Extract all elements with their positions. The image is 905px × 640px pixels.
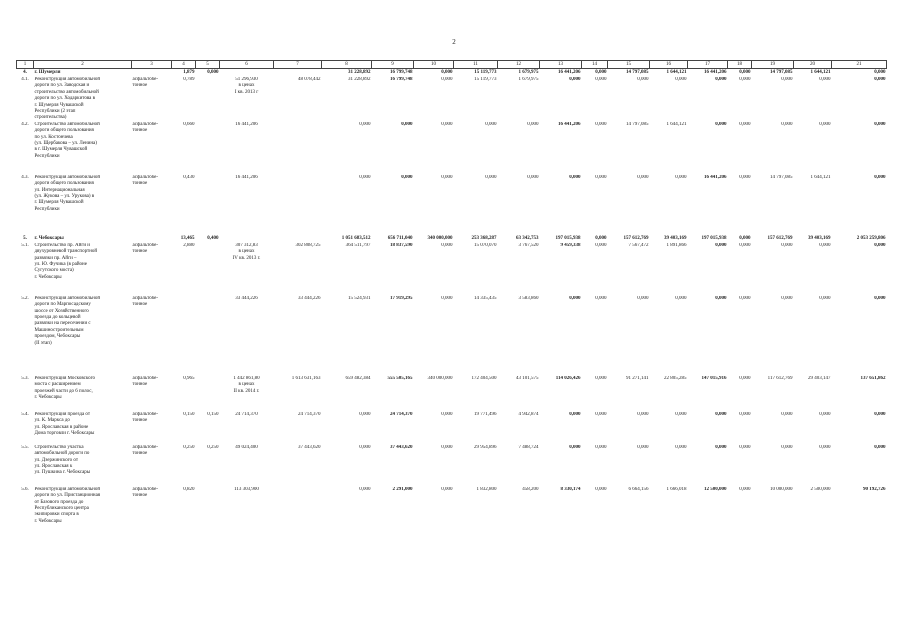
section-c12: 63 342,753 (516, 235, 539, 241)
row-no: 5.2. (21, 295, 29, 301)
row-c16: 1 644,121 (666, 121, 687, 127)
row-c9: 0,000 (401, 121, 413, 127)
section-c4: 1,879 (183, 70, 195, 75)
row-c5 (196, 77, 220, 122)
row-c7: 33 444,226 (298, 295, 321, 301)
row-c8: 0,000 (359, 444, 371, 450)
column-number-12: 12 (498, 61, 540, 69)
column-number-19: 19 (752, 61, 794, 69)
row-c17: 0,000 (715, 121, 727, 127)
section-c21: 0,000 (874, 70, 886, 75)
row-c11: 29 954,896 (474, 444, 497, 450)
column-number-14: 14 (582, 61, 608, 69)
table-row (17, 412, 887, 445)
row-type: асфальтобе- тонное (132, 295, 159, 308)
row-desc: Реконструкция автомобильной дороги по ул. Пристанционная от Базового проезда до Республиканского центра экипировки спорта в г. Чебоксары (34, 486, 101, 524)
row-c15: 14 797,085 (626, 121, 649, 127)
row-c11: 15 119,773 (474, 77, 497, 82)
row-c12: 3 767,520 (518, 242, 539, 248)
row-c16: 0,000 (675, 77, 687, 82)
table-body (17, 61, 887, 545)
column-number-5: 5 (196, 61, 220, 69)
table-row (17, 122, 887, 175)
section-no: 4. (23, 70, 27, 75)
row-desc: Реконструкция автомобильной дороги по ул. Заводская и строительство автомобильной дороги по ул. Ходаркитова в г. Шумерля Чувашской Республики (2 этап строительства) (34, 77, 101, 121)
row-c14: 0,000 (595, 295, 607, 301)
section-name: г. Чебоксары (34, 235, 64, 241)
column-number-10: 10 (414, 61, 454, 69)
row-c19: 0,000 (781, 121, 793, 127)
row-desc: Строительство участка автомобильной дороги по ул. Дзержинского от ул. Ярославская к ул. Пушкина г. Чебоксары (34, 444, 91, 476)
row-type: асфальтобе- тонное (132, 174, 159, 187)
column-number-1: 1 (17, 61, 34, 69)
row-type: асфальтобе- тонное (132, 242, 159, 255)
row-c18: 0,000 (739, 444, 751, 450)
column-number-11: 11 (454, 61, 498, 69)
table-row (17, 296, 887, 376)
section-c13: 197 015,938 (555, 235, 581, 241)
row-no: 5.5. (21, 444, 29, 450)
row-c17: 0,000 (715, 77, 727, 82)
empty-cell (132, 69, 172, 78)
row-c14: 0,000 (595, 375, 607, 381)
row-c20: 0,000 (819, 121, 831, 127)
column-number-17: 17 (688, 61, 728, 69)
row-c21: 90 192,726 (863, 486, 886, 492)
section-c6 (220, 69, 274, 78)
row-c10: 0,000 (441, 295, 453, 301)
row-c21: 0,000 (874, 77, 886, 82)
row-c21: 0,000 (874, 174, 886, 180)
row-desc: Строительство автомобильной дороги общего пользования по ул. Костончева (ул. Щербакова – ул. Ленина) в г. Шумерля Чувашской Республики (34, 121, 100, 159)
row-c20: 0,000 (819, 444, 831, 450)
table-row (17, 77, 887, 122)
row-c13: 0,000 (569, 411, 581, 417)
section-c5: 0,400 (207, 235, 219, 241)
row-c17: 0,000 (715, 242, 727, 248)
row-c15: 91 271,141 (626, 375, 649, 381)
row-c20: 0,000 (819, 242, 831, 248)
row-c17: 16 441,206 (704, 174, 727, 180)
row-c18: 0,000 (739, 174, 751, 180)
row-no: 5.3. (21, 375, 29, 381)
section-c9: 656 711,040 (387, 235, 413, 241)
row-c5: 0,150 (207, 411, 219, 417)
row-c16: 1 891,866 (666, 242, 687, 248)
row-c15: 7 567,472 (628, 242, 649, 248)
section-c14: 0,000 (595, 235, 607, 241)
row-c13: 0,000 (569, 77, 581, 82)
section-c15: 14 797,085 (626, 70, 649, 75)
row-c6: 49 024,400 (235, 444, 258, 450)
section-name: г. Шумерля (34, 70, 61, 75)
row-c9: 37 443,620 (390, 444, 413, 450)
row-c12: 7 488,724 (518, 444, 539, 450)
row-c19: 14 797,085 (770, 174, 793, 180)
row-c4: 0,820 (183, 486, 195, 492)
row-no: 5.1. (21, 242, 29, 248)
row-c4: 0,660 (183, 121, 195, 127)
row-type: асфальтобе- тонное (132, 444, 159, 457)
section-c7 (274, 235, 322, 243)
row-c5 (196, 243, 220, 296)
section-c17: 16 441,206 (704, 70, 727, 75)
column-number-2: 2 (34, 61, 132, 69)
row-c4: 0,150 (183, 411, 195, 417)
section-c8: 1 051 683,512 (341, 235, 371, 241)
row-c13: 0,000 (569, 444, 581, 450)
column-number-7: 7 (274, 61, 322, 69)
column-number-row (17, 61, 887, 69)
row-c13: 8 330,174 (560, 486, 581, 492)
row-c8: 0,000 (359, 121, 371, 127)
row-c14: 0,000 (595, 444, 607, 450)
row-c15: 0,000 (637, 444, 649, 450)
section-c18: 0,000 (739, 70, 751, 75)
section-c5: 0,000 (207, 70, 219, 75)
row-c4: 0,965 (183, 375, 195, 381)
row-c11: 0,000 (485, 121, 497, 127)
row-c17: 12 500,000 (704, 486, 727, 492)
row-c7 (274, 487, 322, 545)
row-c5 (196, 296, 220, 376)
row-c19: 0,000 (781, 242, 793, 248)
row-desc: Строительство пр. Айги и двухуровневой транспортной развязки пр. Айги – ул. Ю. Фучика (в районе Сугутского моста) г. Чебоксары (34, 242, 98, 280)
column-number-21: 21 (832, 61, 887, 69)
row-c19: 0,000 (781, 295, 793, 301)
section-c8: 31 228,892 (348, 70, 371, 75)
row-c19: 0,000 (781, 411, 793, 417)
section-c20: 1 644,121 (810, 70, 831, 75)
row-c5 (196, 376, 220, 412)
row-c8: 0,000 (359, 174, 371, 180)
row-c20: 0,000 (819, 411, 831, 417)
row-c15: 0,000 (637, 295, 649, 301)
section-c12: 1 679,975 (518, 70, 539, 75)
section-c20: 39 403,169 (808, 235, 831, 241)
row-c12: 43 101,575 (516, 375, 539, 381)
row-c7 (274, 122, 322, 175)
row-c19: 10 000,000 (770, 486, 793, 492)
column-number-16: 16 (650, 61, 688, 69)
row-c18: 0,000 (739, 77, 751, 82)
row-c20: 0,000 (819, 77, 831, 82)
row-no: 5.6. (21, 486, 29, 492)
row-c19: 0,000 (781, 444, 793, 450)
column-number-20: 20 (794, 61, 832, 69)
section-c9: 16 799,748 (390, 70, 413, 75)
row-c13: 0,000 (569, 295, 581, 301)
row-c9: 24 714,370 (390, 411, 413, 417)
row-c14: 0,000 (595, 77, 607, 82)
section-c19: 14 797,085 (770, 70, 793, 75)
column-number-9: 9 (372, 61, 414, 69)
row-c18: 0,000 (739, 375, 751, 381)
row-c4: 0,430 (183, 174, 195, 180)
row-c13: 0,000 (569, 174, 581, 180)
row-type: асфальтобе- тонное (132, 121, 159, 134)
row-c21: 0,000 (874, 411, 886, 417)
row-type: асфальтобе- тонное (132, 77, 159, 89)
row-c8: 31 228,892 (348, 77, 371, 82)
row-c13: 16 441,206 (558, 121, 581, 127)
table-row (17, 487, 887, 545)
row-c14: 0,000 (595, 174, 607, 180)
row-c6: 24 714,370 (235, 411, 258, 417)
row-c10: 0,000 (441, 444, 453, 450)
row-c15: 0,000 (637, 411, 649, 417)
row-c14: 0,000 (595, 486, 607, 492)
table-row (17, 445, 887, 487)
row-c18: 0,000 (739, 411, 751, 417)
row-c16: 0,000 (675, 174, 687, 180)
section-c16: 39 403,169 (664, 235, 687, 241)
row-c12: 1 679,975 (518, 77, 539, 82)
row-c16: 0,000 (675, 295, 687, 301)
column-number-18: 18 (728, 61, 752, 69)
row-c7: 302 808,725 (295, 242, 321, 248)
section-c4: 13,465 (180, 235, 195, 241)
row-c17: 0,000 (715, 295, 727, 301)
row-c9: 0,000 (401, 174, 413, 180)
row-c8: 364 511,797 (345, 242, 371, 248)
row-c6: 33 444,226 (235, 295, 258, 301)
table-row (17, 175, 887, 231)
row-c17: 0,000 (715, 411, 727, 417)
section-c10: 0,000 (441, 70, 453, 75)
row-desc: Реконструкция автомобильной дороги по Марпосадскому шоссе от Хозяйственного проезда до кольцевой развязки на пересечении с Машиностроительным проездом, Чебоксары (II этап) (34, 295, 101, 346)
row-c17: 147 015,916 (701, 375, 727, 381)
row-no: 4.3. (21, 174, 29, 180)
row-c9: 555 505,165 (387, 375, 413, 381)
row-c18: 0,000 (739, 121, 751, 127)
row-c11: 14 335,435 (474, 295, 497, 301)
row-c10: 0,000 (441, 486, 453, 492)
row-c7: 48 078,442 (298, 77, 321, 82)
section-c11: 253 368,287 (471, 235, 497, 241)
row-c5 (196, 122, 220, 175)
row-c16: 0,000 (675, 411, 687, 417)
section-c15: 157 612,769 (623, 235, 649, 241)
row-c20: 0,000 (819, 295, 831, 301)
table-row (17, 376, 887, 412)
row-c11: 15 070,070 (474, 242, 497, 248)
row-c4: 0,789 (183, 77, 195, 82)
section-no: 5. (23, 235, 27, 241)
row-c11: 172 404,500 (471, 375, 497, 381)
row-c16: 22 805,285 (664, 375, 687, 381)
row-type: асфальтобе- тонное (132, 375, 159, 388)
row-c18: 0,000 (739, 295, 751, 301)
section-c16: 1 644,121 (666, 70, 687, 75)
row-c21: 0,000 (874, 444, 886, 450)
row-c10: 0,000 (441, 77, 453, 82)
row-c13: 114 026,426 (555, 375, 581, 381)
column-number-6: 6 (220, 61, 274, 69)
row-c6: 113 303,900 (234, 486, 259, 492)
row-c19: 0,000 (781, 77, 793, 82)
row-desc: Реконструкция автомобильной дороги общего пользования ул. Интернациональная (ул. Жукова – ул. Урукова) в г. Шумерля Чувашской Республики (34, 174, 101, 212)
row-c16: 0,000 (675, 444, 687, 450)
empty-cell (132, 235, 172, 243)
row-c10: 340 000,000 (427, 375, 453, 381)
row-c11: 1 832,800 (476, 486, 497, 492)
row-c15: 0,000 (637, 77, 649, 82)
row-c8: 659 482,384 (345, 375, 371, 381)
row-c20: 1 644,121 (810, 174, 831, 180)
row-c5 (196, 175, 220, 231)
row-c9: 18 837,590 (390, 242, 413, 248)
row-c12: 0,000 (527, 174, 539, 180)
section-c14: 0,000 (595, 70, 607, 75)
row-c7: 37 443,620 (298, 444, 321, 450)
row-c10: 0,000 (441, 242, 453, 248)
row-c9: 16 799,748 (390, 77, 413, 82)
row-c7 (274, 175, 322, 231)
column-number-15: 15 (608, 61, 650, 69)
section-c11: 15 119,773 (474, 70, 497, 75)
row-c12: 4 942,874 (518, 411, 539, 417)
row-c5: 0,250 (207, 444, 219, 450)
page-number: 2 (452, 38, 456, 46)
row-c7: 24 714,370 (298, 411, 321, 417)
section-row (17, 235, 887, 243)
row-no: 4.1. (21, 77, 29, 82)
row-c12: 458,200 (522, 486, 539, 492)
row-type: асфальтобе- тонное (132, 411, 159, 424)
row-c20: 29 403,147 (808, 375, 831, 381)
row-c12: 3 583,860 (518, 295, 539, 301)
row-no: 4.2. (21, 121, 29, 127)
row-desc: Реконструкция Московского моста с расширением проезжей части до 6 полос, г. Чебоксары (34, 375, 96, 401)
column-number-3: 3 (132, 61, 172, 69)
column-number-8: 8 (322, 61, 372, 69)
row-c21: 0,000 (874, 295, 886, 301)
row-c10: 0,000 (441, 174, 453, 180)
row-c10: 0,000 (441, 121, 453, 127)
row-c5 (196, 487, 220, 545)
table-row (17, 243, 887, 296)
budget-table (16, 60, 887, 545)
row-c18: 0,000 (739, 486, 751, 492)
row-c21: 137 651,862 (860, 375, 886, 381)
section-c17: 197 015,938 (701, 235, 727, 241)
row-c7: 1 613 631,163 (291, 375, 321, 381)
section-row (17, 69, 887, 78)
row-c8: 0,000 (359, 411, 371, 417)
section-c13: 16 441,206 (558, 70, 581, 75)
row-c20: 2 500,000 (810, 486, 831, 492)
section-c10: 340 000,000 (427, 235, 453, 241)
column-number-4: 4 (172, 61, 196, 69)
row-c14: 0,000 (595, 411, 607, 417)
row-c9: 2 291,000 (392, 486, 413, 492)
row-c19: 117 612,769 (767, 375, 793, 381)
section-c6 (220, 235, 274, 243)
row-c6: 1 442 861,80 в ценах II кв. 2014 г. (233, 375, 260, 394)
row-c11: 19 771,496 (474, 411, 497, 417)
row-c14: 0,000 (595, 121, 607, 127)
row-c14: 0,000 (595, 242, 607, 248)
row-c11: 0,000 (485, 174, 497, 180)
row-c8: 0,000 (359, 486, 371, 492)
row-c12: 0,000 (527, 121, 539, 127)
row-c6: 16 441,206 (235, 121, 258, 127)
row-c4: 2,880 (183, 242, 195, 248)
row-c9: 17 919,295 (390, 295, 413, 301)
row-c15: 6 664,156 (628, 486, 649, 492)
row-no: 5.4. (21, 411, 29, 417)
section-c19: 157 612,769 (767, 235, 793, 241)
row-c13: 9 459,338 (560, 242, 581, 248)
row-c10: 0,000 (441, 411, 453, 417)
section-c21: 2 053 259,806 (856, 235, 886, 241)
column-number-13: 13 (540, 61, 582, 69)
row-c16: 1 666,018 (666, 486, 687, 492)
row-c6: 16 441,206 (235, 174, 258, 180)
row-c21: 0,000 (874, 242, 886, 248)
section-c18: 0,000 (739, 235, 751, 241)
row-c18: 0,000 (739, 242, 751, 248)
row-desc: Реконструкция проезда от ул. К. Маркса до ул. Ярославская в районе Дома торговли г. Чебоксары (34, 411, 95, 437)
row-c17: 0,000 (715, 444, 727, 450)
section-c7 (274, 69, 322, 78)
row-type: асфальтобе- тонное (132, 486, 159, 499)
row-c8: 15 524,931 (348, 295, 371, 301)
row-c15: 0,000 (637, 174, 649, 180)
row-c6: 51 296,930 в ценах I кв. 2013 г (234, 77, 259, 95)
row-c4 (172, 296, 196, 376)
row-c6: 307 312,83 в ценах IV кв. 2013 г. (232, 242, 261, 261)
row-c21: 0,000 (874, 121, 886, 127)
row-c4: 0,250 (183, 444, 195, 450)
